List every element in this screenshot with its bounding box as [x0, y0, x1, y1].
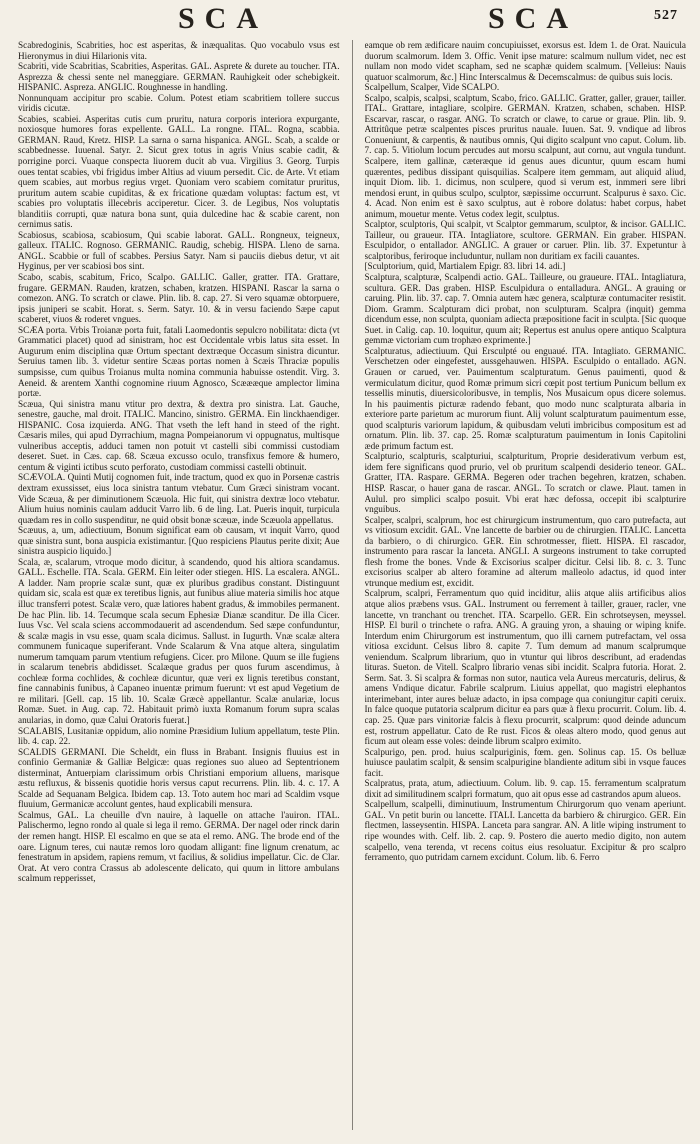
entry: Scalpellum, Scalper, Vide SCALPO.	[364, 82, 500, 93]
left-column	[18, 40, 340, 1130]
entry: Nonnunquam accipitur pro scabie. Colum. Potest etiam scabritiem tollere succus viridis cicutæ.	[18, 92, 340, 114]
entry: Scalpo, scalpis, scalpsi, scalptum, Scabo, frico. GALLIC. Gratter, galler, grauer, tailler. ITAL. Grattare, intagliare, scolpire. GERMAN. Kratzen, schaben, schaben. HISP. Escarvar, rascar, o rasgar. ANG. To scratch or clawe, to carue or graue. Plin. lib. 9. Attritûque petræ scalpentes pisces pruritus nauale. Iuuen. Sat. 9. vndique ad libros Conueniunt, & carpentis, & nautibus omnis, Qui digito scalpunt vno caput. Colum. lib. 7. cap. 5. Vitiolum locum percudes aut morsu scalpunt, aut cornu, aut vngula tundunt. Scalpere, item gallinæ, cæteræque id genus aues dicuntur, quum escam humi quærentes, pedibus dissipant quisquilias. Scalpere item gemmam, aut aliquid aliud, inquit Diom. lib. 1. dicimus, non sculpere, quod si verum est, inmmeri sere libri mendosi erunt, in quibus sculpo, sculptor, sæpissime occurrunt. Scalpurus è saxo. Cic. 4. Acad. Non enim est è saxo sculptus, aut è robore dolatus: habet corpus, habet animum, mouetur mente. Vetus codex legit, sculptus.	[364, 92, 686, 219]
entry: Scalpellum, scalpelli, diminutiuum, Instrumentum Chirurgorum quo venam aperiunt. GAL. Vn petit burin ou lancette. ITALI. Lancetta da barbiero & chirurgico. GER. Ein flectmen, lasseysentin. HISPA. Lanceta para sangrar. AN. A litle wiping instrument to ripe woundes with. Celf. lib. 2. cap. 9. Postero die auerto medio digito, non autem scalpello, vena terenda, vt recens coitus eius resoluatur. Excipitur & pro scalpro ferramento, quo putridam carnem excidunt. Colum. lib. 6. Ferro	[364, 799, 686, 863]
entry: Scabies, scabiei. Asperitas cutis cum pruritu, natura corporis interiora expurgante, noxiosque humores foras expellente. GALL. La rongne. ITAL. Rogna, scabbia. GERMAN. Raud, Kretz. HISP. La sarna o sarna hispanica. ANGL. Scab, a scalde or scabbednesse. Iuuenal. Satyr. 2. Sicut grex totus in agris Vnius scabie cadit, & porrigine porci. Vuaque conspecta liuorem ducit ab vua. Virgilius 3. Georg. Turpis oues tentat scabies, vbi frigidus imber Altius ad viuum persedit. Cic. de Arte. Vt etiam quem scabies, aut morbus regius vrget. Quoniam vero scabiem comitatur pruritus, pruritum autem scabie cupiditas, & ex fricatione quædam voluptas: factum est, vt scabies pro voluptatis illecebris acciperetur. Cicer. 3. de Legibus, Nos voluptatis blanditiis corrupti, quæ natura bona sunt, quia dulcedine hac & scabie carent, non cernimus satis.	[18, 113, 340, 230]
entry: Scala, æ, scalarum, vtroque modo dicitur, à scandendo, quod his altiora scandamus. GALL. Eschelle. ITA. Scala. GERM. Ein leiter oder stiegen. HIS. La escalera. ANGL. A ladder. Nam proprie scalæ sunt, quæ ex pluribus gradibus constant. Distinguunt quidam sic, scala est quæ ex teretibus lignis, aut funibus aliue materia similis hoc atque illuc transferri potest. Scalæ vero, quæ latiores habent gradus, & immobiles permanent. De hac Plin. lib. 14. Tecumque scala secum Ephesiæ Dianæ scanditur. De illa Cicer. Iuus Vsc. Vel scala sciens accommodauerit ad ascendendum. Sed sæpe confunduntur, & scalæ magis in vsu esse, quam scala dicimus. Sallust. in Iugurth. Vnæ scalæ altera communem funicaque superiferant. Vnde Scalarum & Vna atque altera, singulatim numerum tamquam parum vtentium refugiens. Cicer. pro Milone. Quum se ille fugiens in scalarum tenebris abdidisset. Scalæque gradus per quos furum ascendimus, à cochleæ forma cochlides, & cochleæ dicuntur, quæ veri ex lignis teretibus constant, fine cannabinis funibus, à Capaneo inuentæ primum fuerunt: vt est apud Vegetium de re militari. [Gell. cap. 15 lib. 10. Scalæ Græcè appellantur. Scalæ anulariæ, locus Romæ. Suet. in Aug. cap. 72. Habitauit primò iuxta Romanum forum supra scalas anularias, in domo, quæ Calui Oratoris fuerat.]	[18, 556, 340, 725]
entry: Scalpturio, scalpturis, scalpturiui, scalpturitum, Proprie desiderativum verbum est, idem fere significans quod prurio, vel ob pruritum scalpendi desiderio teneor. GAL. Gratter, ITA. Raspare. GERMA. Begeren oder trachen begehren, kratzen, schaben. HISP. Rascar, o hauer gana de rascar. ANGL. To scratch or clawe. Plaut. tamen in Aulul. pro simplici scalpo posuit. Vbi erat hæc defossa, occepit ibi scalpturire vnguibus.	[364, 451, 686, 515]
entry: [Sculptorium, quid, Martialem Epigr. 83. libri 14. adi.]	[364, 261, 566, 272]
text-columns	[18, 40, 686, 1130]
entry: Scalper, scalpri, scalprum, hoc est chirurgicum instrumentum, quo caro putrefacta, aut vs vitiosum excidit. GAL. Vne lancette de barbier ou de chirurgien. ITALIC. Lancetta da barbiero, o di chirurgico. GER. Ein schrotmesser, fliett. HISPA. El rascador, instrumento para rascar la lanceta. ANGLI. A surgeons instrument to take corrupted flesh frome the bones. Vnde & Excisorius scalper dicitur. Celsi lib. 8. c. 3. Tunc excisorius scalper ab altero foramine ad alterum malleolo adactus, id quod inter vtrunque medium est, excidit.	[364, 514, 686, 588]
entry: Scabriti, vide Scabritias, Scabrities, Asperitas. GAL. Asprete & durete au toucher. ITA. Asprezza & chessi sente nel maneggiare. GERMAN. Rauhigkeit oder schebigkeit. HISPANIC. Aspreza. ANGLIC. Roughnesse in handling.	[18, 61, 340, 93]
page-number: 527	[654, 8, 678, 23]
entry: SCALABIS, Lusitaniæ oppidum, alio nomine Præsidium Iulium appellatum, teste Plin. lib. 4. cap. 22.	[18, 725, 340, 747]
entry: Scabiosus, scabiosa, scabiosum, Qui scabie laborat. GALL. Rongneux, teigneux, galleux. ITALIC. Rognoso. GERMANIC. Raudig, schebig. HISPA. Lleno de sarna. ANGL. Scabbie or full of scabbes. Persius Satyr. Nam si pauciis diebus detur, vt ait Hyginus, per ver scabiosi bos sint.	[18, 229, 340, 272]
entry: Scabo, scabis, scabitum, Frico, Scalpo. GALLIC. Galler, gratter. ITA. Grattare, frugare. GERMAN. Rauden, kratzen, schaben, kratzen. HISPANI. Rascar la sarna o comezon. ANG. To scratch or clawe. Plin. lib. 8. cap. 27. Si vero squamæ obtorpuere, ipsis juniperi se scabit. Horat. s. Serm. Satyr. 10. & in versu faciendo Sæpe caput scaberet, viuos & roderet vngues.	[18, 272, 340, 325]
page-header	[18, 0, 686, 40]
entry: SCÆVOLA. Quinti Mutij cognomen fuit, inde tractum, quod ex quo in Porsenæ castris dextram exussisset, eius loca sinistra tantum vtebatur. Cum Græci sinistram vocant. Vide Scæua, & per diminutionem Scæuola. Hic fuit, qui sinistra dextræ loco vtebatur. Alium huius nominis caulam adducit Varro lib. 6 de ling. Lat. Pueris inquit, turpicula quædam res in collo suspenditur, ne quid obsit bonæ scæuæ, inde Scæuola appellatus.	[18, 472, 340, 525]
running-head-left: SCA	[178, 2, 269, 35]
entry: Scæua, Qui sinistra manu vtitur pro dextra, & dextra pro sinistra. Lat. Gauche, senestre, gauche, mal droit. ITALIC. Mancino, sinistro. GERMA. Ein linckhaendiger. HISPANIC. Cosa izquierda. ANG. That vseth the left hand in steed of the right. Cæsaris miles, qui apud Dyrrachium, magna Pompeianorum vi oppugnatus, multisque vulneribus acceptis, adduci tamen non potuit vt castelli sibi commissi custodiam deseret. Suet. in Cæs. cap. 68. Scæua excusso oculo, transfixus femore & humero, centum & viginti ictibus scuto perforato, custodiam commissi castelli obtinuit.	[18, 398, 340, 472]
entry: eamque ob rem ædificare nauim concupiuisset, exorsus est. Idem 1. de Orat. Nauicula duorum scalmorum. Idem 3. Offic. Venit ipse mature: scalmum nullum videt, nec est nullam non modo videt scapham, sed ne scaphæ quidem scalmum. [Velleius: Nauis quatuor scalmorum, &c.] Hinc Interscalmus & Decemscalmus: de quibus suis locis.	[364, 40, 686, 82]
running-head-right: SCA	[488, 2, 579, 35]
entry: Scalpurigo, pen. prod. huius scalpuriginis, fœm. gen. Solinus cap. 15. Os belluæ huiusce paulatim scalpit, & sensim scalpurigine blandiente aditum sibi in vsque fauces facit.	[364, 746, 686, 778]
entry: Scabredoginis, Scabrities, hoc est asperitas, & inæqualitas. Quo vocabulo vsus est Hieronymus in diui Hilarionis vita.	[18, 40, 340, 61]
entry: Scalprum, scalpri, Ferramentum quo quid inciditur, aliis atque aliis artificibus alios atque alios præbens vsus. GAL. Instrument ou ferrement à tailler, grauer, racler, vne lancette, vn tranchant ou trenchet. ITA. Scarpello. GER. Ein schrotseysen, meyssel. HISP. El buril o trinchete o rafra. ANG. A grauing yron, a shauing or wiping knife. Interdum enim Chirurgorum est instrumentum, quo illi carnem putrefactam, vel ossa vitiosa excidunt. Celsus libro 8. capite 7. Tum demum ad manum scalprumque veniendum. Scalprum librarium, quo in vtuntur qui libros describunt, ad eradendas lituras. Sueton. de Vitell. Scalpro librario venas sibi incidit. Scalpra futoria. Horat. 2. Serm. Sat. 3. Si scalpra & formas non sutor, nautica vela Aureus mercaturis, delirus, & amens Vndique dicatur. Fabrile scalprum. Liuius appellat, quo magistri elephantos interimebant, inter aures beluæ adacto, in ipsa compage qua coniungitur capiti ceruix. In falce quoque putatoria scalprum dicitur ea pars quæ à flexu procurrit. Colum. lib. 4. cap. 25. Quæ pars vinitoriæ falcis à flexu procurrit, scalprum: quod deinde aduncum est, rostrum appellatur. Cato de Re rust. Ficos & oleas altero modo, quod genus aut ficum aut oleam esse voles: deinde librum scalpro eximito.	[364, 588, 686, 747]
entry: Scalpturatus, adiectiuum. Qui Ersculpté ou enguaué. ITA. Intagliato. GERMANIC. Verschetzen oder eingefestet, aussgehauwen. HISPA. Esculpido o entallado. AGN. Grauen or carued, ver. Pauimentum scalpturatum. Genus pauimenti, quod & vermiculatum dicitur, quod Romæ primum sicri cœpit post tertium Punicum bellum ex tessellis minutis, diuersicoloribusve, in templis, Nos Musaicum opus dicere solemus. In his pauimentis picturæ radendo febant, quo modo nunc scalpturata albaria in exteriore parte parietum ac murorum fiunt. Alij volunt scalpturatum pauimentum esse, quod scalpturis variorum lapidum, & quibusdam veluti imbricibus compositum est ad ornatum. Plin. lib. 37. cap. 25. Romæ scalpturatum pauimentum in Ionis Capitolini æde primum factum est.	[364, 345, 686, 451]
entry: SCALDIS GERMANI. Die Scheldt, ein fluss in Brabant. Insignis fluuius est in confinio Germaniæ & Galliæ Belgicæ: quas regiones suo alueo ad Septentrionem disterminat, Antuerpiam clarissimum orbis Christiani emporium alluens, marisque æstu refluxus, & bissenis quotidie horis versus caput recurrens. Plin. lib. 4. c. 17. A Scalde ad Sequanam Belgica. Ibidem cap. 13. Toto autem hoc mari ad Scaldim vsque fluuium, Germanicæ accolunt gentes, haud explicabili mensura.	[18, 746, 340, 810]
entry: Scalpratus, prata, atum, adiectiuum. Colum. lib. 9. cap. 15. ferramentum scalpratum dixit ad similitudinem scalpri formatum, quo ait opus esse ad castrandos apum alueos.	[364, 778, 686, 799]
right-column	[365, 40, 687, 1130]
entry: Scalptura, scalpturæ, Scalpendi actio. GAL. Tailleure, ou graueure. ITAL. Intagliatura, scultura. GER. Das graben. HISP. Esculpidura o entalladura. ANGL. A grauing or caruing. Plin. lib. 37. cap. 7. Omnia autem hæc genera, scalpturæ contumaciter resistit. Diom. Gramm. Scalpturam dici probat, non sculpturam. Scalpra (inquit) gemma dicendum esse, non sculpta, quoniam adiecta præpositione facit in sculpta. [Sic quoque Suet. in Calig. cap. 10. loquitur, quum ait; Repertus est anulus opere antiquo Scalptura gemmæ victoriam cum trophæo exprimente.]	[364, 272, 686, 346]
entry: SCÆA porta. Vrbis Troianæ porta fuit, fatali Laomedontis sepulcro nobilitata: dicta (vt Grammatici placet) quod ad sinistram, hoc est Occidentale vrbis latus sita esset. In Augurum enim disciplina quæ Ortum spectant dextræque Occasum sinistra dicuntur. Seruius tamen lib. 3. videtur sentire Scæas portas nomen à Scæis Thraciæ populis sumpsisse, cum quibus Troianus multa nomina communia habuisse ostendit. Virg. 3. Aeneid. & arentem Xanthi cognomine riuum Agnosco, Scæææque amplector limina portæ.	[18, 324, 340, 399]
entry: Scæuus, a, um, adiectiuum, Bonum significat eam ob causam, vt inquit Varro, quod quæ sinistra sunt, bona auspicia existimantur. [Quo respiciens Plautus perite dixit; Aue sinistra auspicio liquido.]	[18, 525, 340, 557]
entry: Scalmus, GAL. La cheuille d'vn nauire, à laquelle on attache l'auiron. ITAL. Palischermo, legno rondo al quale si lega il remo. GERMA. Der nagel oder rinck darin der remen hangt. HISP. El escalmo en que se ata el remo. ANG. The brode end of the oare. Lignum teres, cui nautæ remos loro quodam alligant: fine lignum crenatum, ac fenestratum in apsidem, rapiens remum, vt facilius, & solidius impellatur. Cic. de Clar. Orat. At vero contra Crassus ab adolescente delicato, qui quum in littore ambulans scalmum repperisset,	[18, 809, 340, 884]
column-divider	[352, 40, 353, 1130]
entry: Scalptor, sculptoris, Qui scalpit, vt Scalptor gemmarum, sculptor, & incisor. GALLIC. Tailleur, ou graueur. ITA. Intagliatore, scultore. GERMAN. Ein graber. HISPAN. Esculpidor, o entallador. ANGLIC. A grauer or caruer. Plin. lib. 37. Expetuntur à scalptoribus, feriroque includuntur, nullam non duritiam ex facili cauantes.	[364, 219, 686, 261]
